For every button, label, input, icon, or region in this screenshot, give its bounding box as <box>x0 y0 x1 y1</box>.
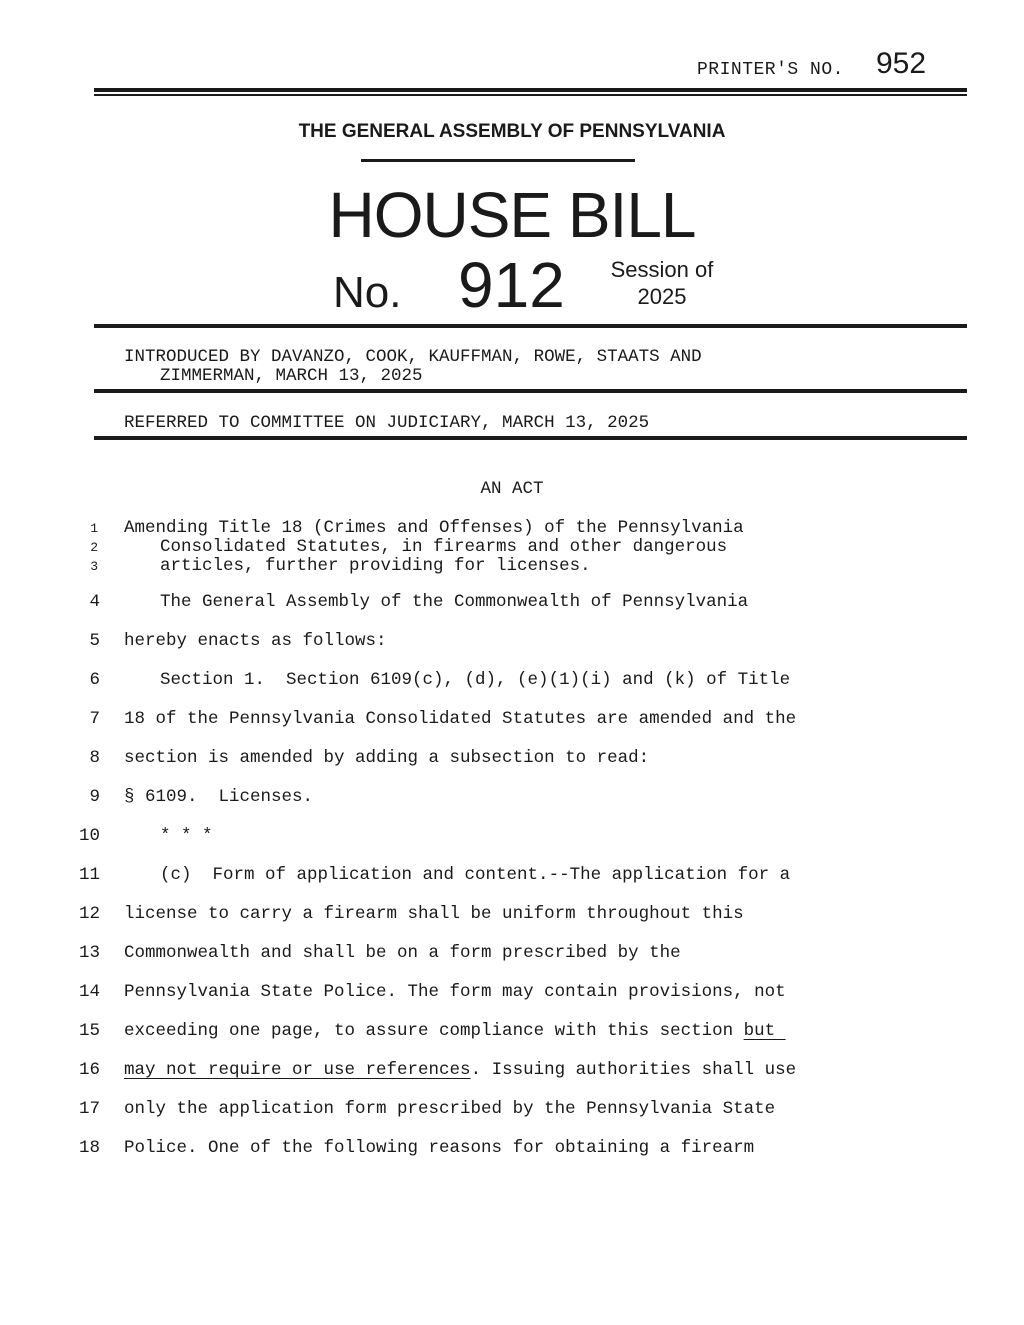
line-number: 7 <box>89 709 100 729</box>
session-year: 2025 <box>637 284 687 309</box>
bill-line: Commonwealth and shall be on a form prescribed by the <box>124 943 681 963</box>
line-number: 2 <box>90 540 98 555</box>
bill-line: 18 of the Pennsylvania Consolidated Statutes are amended and the <box>124 709 797 729</box>
line-number: 4 <box>89 592 100 612</box>
bill-line-text: exceeding one page, to assure compliance with this section <box>124 1021 744 1041</box>
bill-line-text: . Issuing authorities shall use <box>470 1060 797 1080</box>
assembly-title: THE GENERAL ASSEMBLY OF PENNSYLVANIA <box>298 121 726 142</box>
introduced-by-line2: ZIMMERMAN, MARCH 13, 2025 <box>160 366 423 386</box>
bill-line <box>124 1021 786 1041</box>
line-number: 10 <box>78 826 100 846</box>
top-rule-thick <box>94 88 967 92</box>
bill-line: Section 1. Section 6109(c), (d), (e)(1)(i) and (k) of Title <box>160 670 791 690</box>
line-number: 16 <box>78 1060 100 1080</box>
bill-line: (c) Form of application and content.--The application for a <box>160 865 791 885</box>
line-number: 15 <box>78 1021 100 1041</box>
bill-line: Amending Title 18 (Crimes and Offenses) of the Pennsylvania <box>124 518 744 538</box>
top-rule-thin <box>94 94 967 96</box>
session-label: Session of <box>610 257 714 282</box>
line-number: 3 <box>90 559 98 574</box>
section-heading: § 6109. Licenses. <box>124 787 314 807</box>
line-number: 12 <box>78 904 100 924</box>
printer-number: 952 <box>876 47 927 80</box>
assembly-underline <box>361 159 635 162</box>
introduced-by-line1: INTRODUCED BY DAVANZO, COOK, KAUFFMAN, ROWE, STAATS AND <box>124 347 702 367</box>
document-type: HOUSE BILL <box>328 179 696 251</box>
bill-line: Pennsylvania State Police. The form may contain provisions, not <box>124 982 786 1002</box>
bill-line: only the application form prescribed by the Pennsylvania State <box>124 1099 776 1119</box>
line-number: 11 <box>78 865 100 885</box>
line-number: 9 <box>89 787 100 807</box>
bill-line: license to carry a firearm shall be uniform throughout this <box>124 904 744 924</box>
line-number: 8 <box>89 748 100 768</box>
line-number: 14 <box>78 982 100 1002</box>
referred-to-committee: REFERRED TO COMMITTEE ON JUDICIARY, MARCH 13, 2025 <box>124 413 650 433</box>
bill-line <box>124 1060 796 1080</box>
line-number: 5 <box>89 631 100 651</box>
bill-line: Police. One of the following reasons for obtaining a firearm <box>124 1138 755 1158</box>
line-number: 17 <box>78 1099 100 1119</box>
bill-line: articles, further providing for licenses. <box>160 556 591 576</box>
inserted-text: may not require or use references <box>124 1060 471 1080</box>
inserted-text: but <box>743 1021 786 1041</box>
bill-line: section is amended by adding a subsection to read: <box>124 748 650 768</box>
omission-marker: * * * <box>160 826 213 846</box>
bill-line: hereby enacts as follows: <box>124 631 387 651</box>
printer-label: PRINTER'S NO. <box>697 60 844 80</box>
bill-number: 912 <box>458 249 565 321</box>
line-number: 13 <box>78 943 100 963</box>
line-number: 18 <box>78 1138 100 1158</box>
referral-rule <box>94 436 967 440</box>
act-heading: AN ACT <box>480 479 544 499</box>
intro-rule <box>94 389 967 393</box>
line-number: 1 <box>90 521 98 536</box>
line-number: 6 <box>89 670 100 690</box>
bill-no-label: No. <box>333 268 402 317</box>
bill-line: Consolidated Statutes, in firearms and other dangerous <box>160 537 728 557</box>
bill-line: The General Assembly of the Commonwealth of Pennsylvania <box>160 592 749 612</box>
header-rule <box>94 324 967 328</box>
